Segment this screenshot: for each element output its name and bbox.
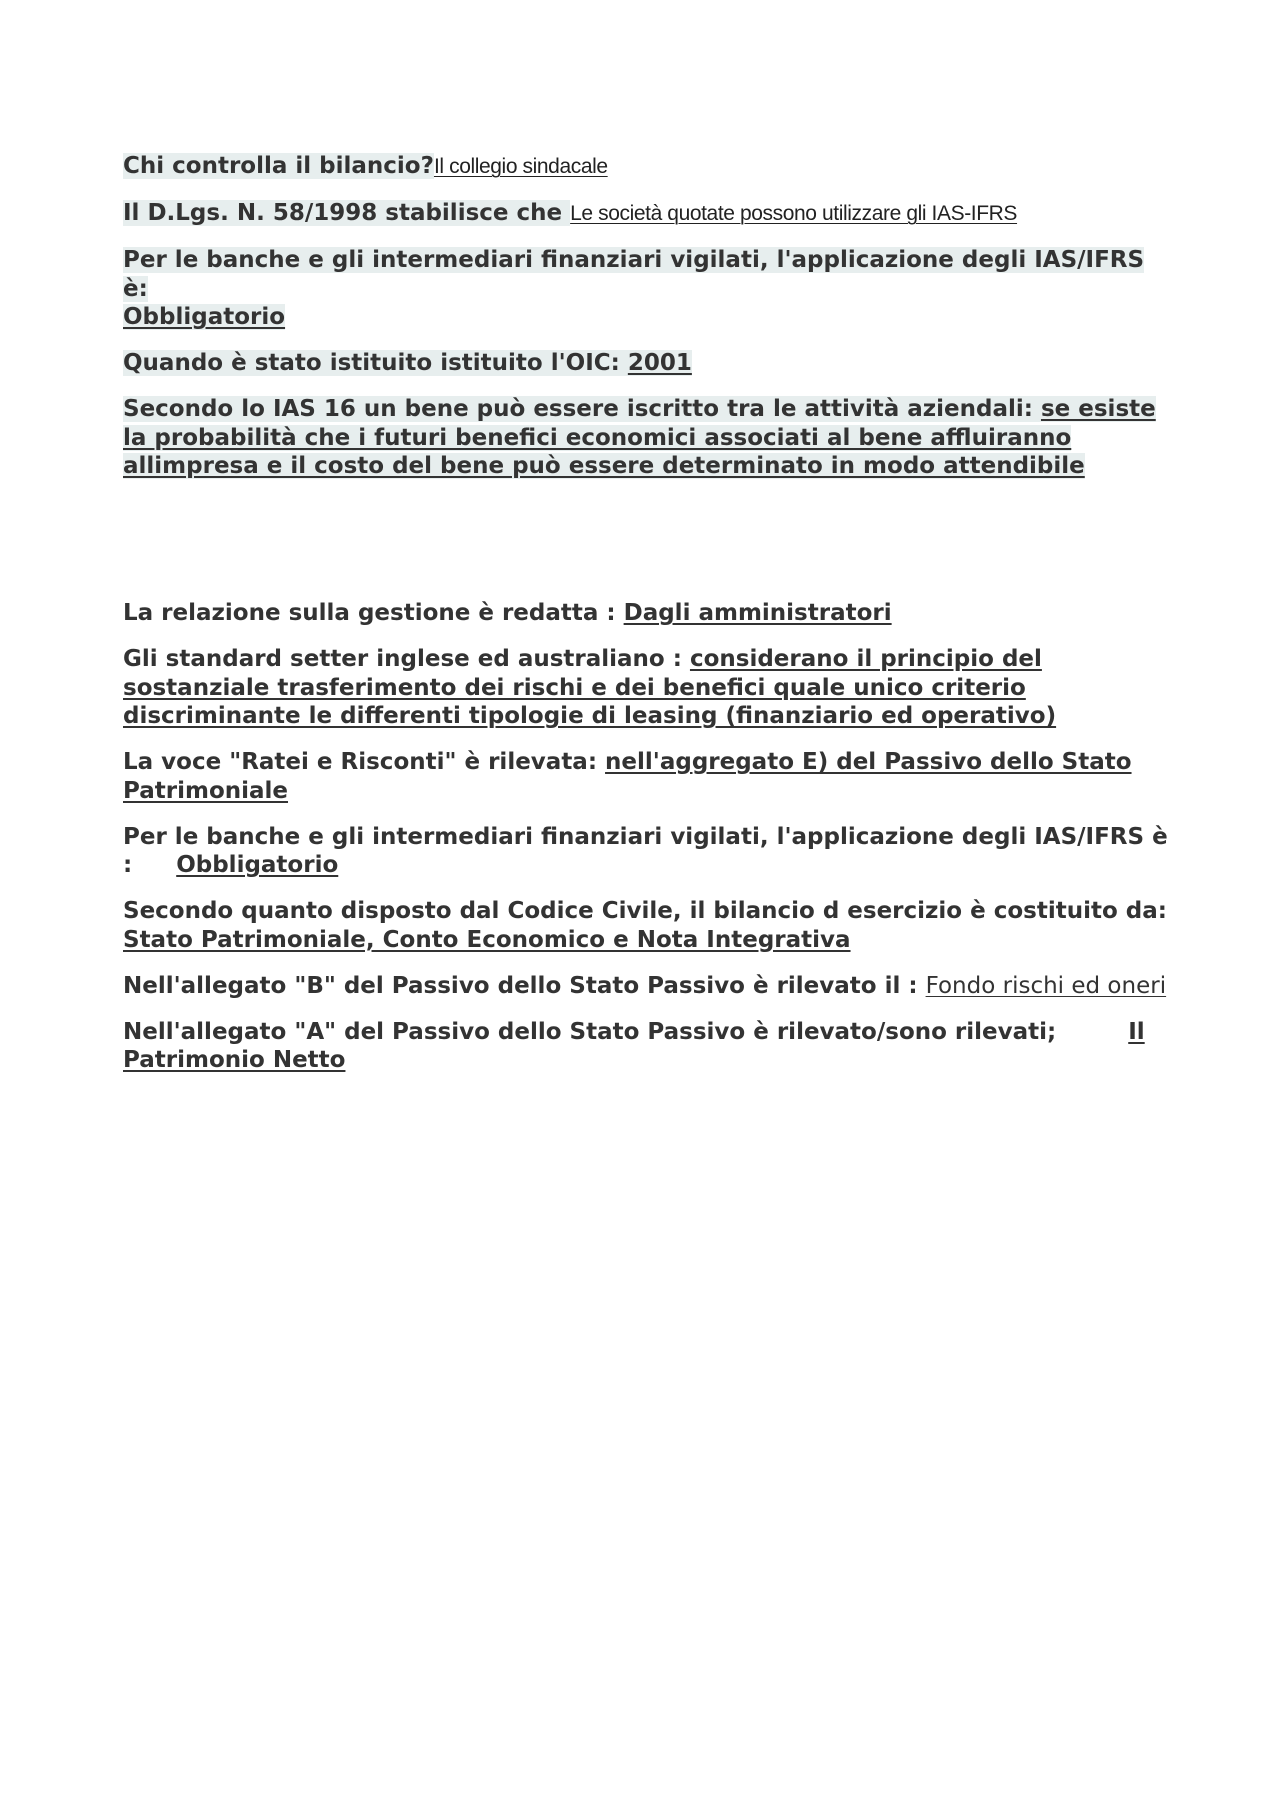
question-text: Quando è stato istituito istituito l'OIC: <box>123 350 628 376</box>
answer-text: nell'aggregato E) del Passivo dello Stato Patrimoniale <box>123 749 1132 804</box>
blank-gap <box>123 498 1173 599</box>
qa-item-allegato-b <box>123 972 1173 1001</box>
question-text: La relazione sulla gestione è redatta : <box>123 600 624 626</box>
question-text: Secondo lo IAS 16 un bene può essere iscritto tra le attività aziendali: <box>123 396 1041 422</box>
document-body <box>123 152 1173 1092</box>
answer-text: Obbligatorio <box>123 304 286 330</box>
question-text: Secondo quanto disposto dal Codice Civile, il bilancio d esercizio è costituito da: <box>123 898 1167 924</box>
qa-item-codice-civile <box>123 897 1173 954</box>
question-text: Gli standard setter inglese ed australiano : <box>123 646 690 672</box>
answer-text: Stato Patrimoniale, Conto Economico e Nota Integrativa <box>123 926 851 953</box>
qa-item-banche-ias-ifrs-2 <box>123 823 1173 880</box>
qa-item-dlgs-58-1998 <box>123 199 1173 229</box>
answer-text: 2001 <box>627 350 692 376</box>
answer-text: Le società quotate possono utilizzare gli IAS-IFRS <box>570 202 1018 225</box>
qa-item-ratei-risconti <box>123 748 1173 805</box>
question-text: Chi controlla il bilancio? <box>123 153 434 179</box>
question-text: Nell'allegato "B" del Passivo dello Stato Passivo è rilevato il : <box>123 972 926 999</box>
qa-item-banche-ias-ifrs <box>123 246 1173 332</box>
qa-item-relazione-gestione <box>123 599 1173 628</box>
question-text: La voce "Ratei e Risconti" è rilevata: <box>123 749 606 775</box>
question-text: Nell'allegato "A" del Passivo dello Stato Passivo è rilevato/sono rilevati; <box>123 1018 1057 1045</box>
qa-item-controllo-bilancio <box>123 152 1173 182</box>
answer-text: Fondo rischi ed oneri <box>925 972 1167 999</box>
answer-text: Dagli amministratori <box>623 600 892 626</box>
question-text: Per le banche e gli intermediari finanziari vigilati, l'applicazione degli IAS/IFRS è : <box>123 823 1168 878</box>
answer-text: Il collegio sindacale <box>433 155 608 178</box>
qa-item-allegato-a <box>123 1018 1173 1075</box>
answer-text: Obbligatorio <box>176 852 339 878</box>
answer-text: Il Patrimonio Netto <box>123 1018 1145 1073</box>
question-text: Il D.Lgs. N. 58/1998 stabilisce che <box>123 200 571 226</box>
question-text: Per le banche e gli intermediari finanziari vigilati, l'applicazione degli IAS/IFRS è: <box>123 247 1145 302</box>
answer-text: se esiste la probabilità che i futuri benefici economici associati al bene affluiranno allimpresa e il costo del bene può essere determinato in modo attendibile <box>123 396 1156 479</box>
answer-text: considerano il principio del sostanziale trasferimento dei rischi e dei benefici quale unico criterio discriminante le differenti tipologie di leasing (finanziario ed operativo) <box>123 646 1057 729</box>
qa-item-oic <box>123 349 1173 378</box>
qa-item-ias16 <box>123 395 1173 481</box>
qa-item-standard-setter <box>123 645 1173 731</box>
